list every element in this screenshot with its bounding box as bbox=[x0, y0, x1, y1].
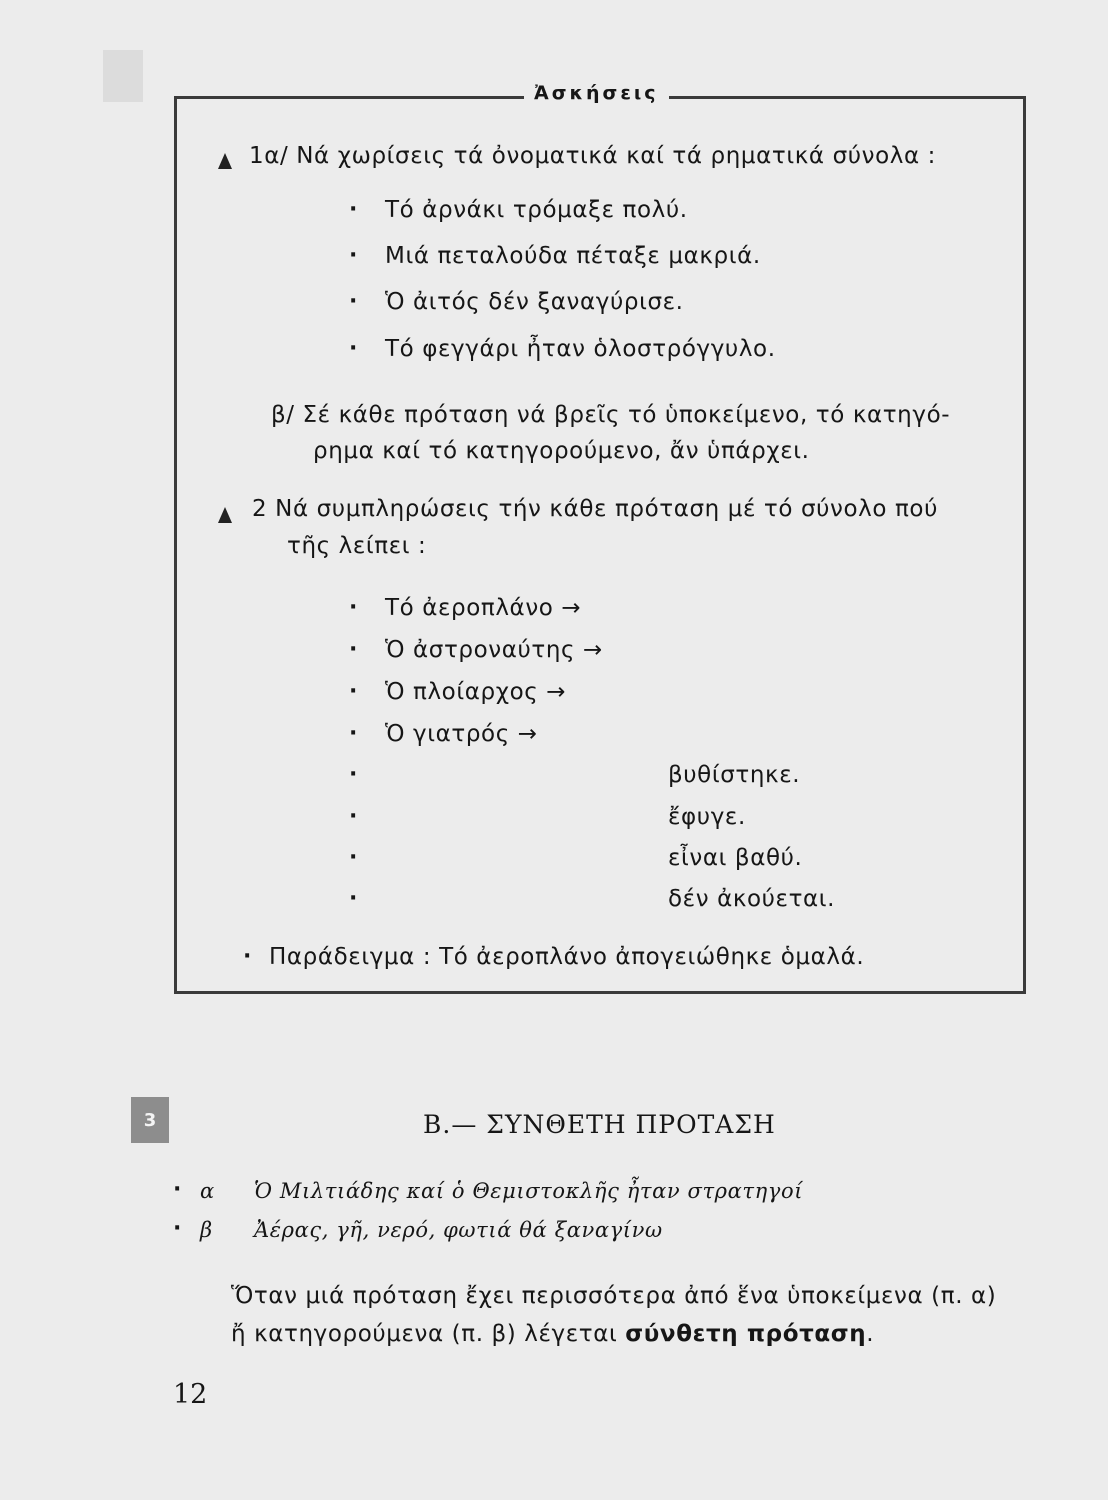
bullet-icon: · bbox=[349, 289, 358, 314]
bullet-icon: · bbox=[349, 804, 358, 829]
bullet-icon: · bbox=[349, 679, 358, 704]
subject-2: Ὁ ἀστροναύτης → bbox=[385, 637, 603, 663]
sentence-2: Μιά πεταλούδα πέταξε μακριά. bbox=[385, 243, 761, 269]
exercise-1b-instruction-line2: ρημα καί τό κατηγορούμενο, ἄν ὑπάρχει. bbox=[313, 438, 810, 464]
exercise-2-instruction-line2: τῆς λείπει : bbox=[287, 533, 427, 559]
bullet-icon: · bbox=[349, 845, 358, 870]
bullet-icon: · bbox=[349, 197, 358, 222]
predicate-3: εἶναι βαθύ. bbox=[668, 845, 803, 871]
predicate-1: βυθίστηκε. bbox=[668, 762, 801, 788]
corner-mark bbox=[103, 50, 143, 102]
example-a-label: α bbox=[200, 1179, 215, 1203]
bullet-icon: · bbox=[349, 637, 358, 662]
rule-line-2-end: . bbox=[866, 1321, 875, 1347]
exercise-2-instruction-line1: 2 Νά συμπληρώσεις τήν κάθε πρόταση μέ τό σύνολο πού bbox=[252, 496, 938, 522]
bullet-icon: · bbox=[349, 336, 358, 361]
bullet-icon: · bbox=[349, 243, 358, 268]
triangle-icon bbox=[218, 153, 232, 169]
sentence-3: Ὁ ἀιτός δέν ξαναγύρισε. bbox=[385, 289, 684, 315]
section-number-badge: 3 bbox=[131, 1097, 169, 1143]
bullet-icon: · bbox=[173, 1216, 182, 1241]
exercise-1a-instruction: 1α/ Νά χωρίσεις τά ὀνοματικά καί τά ρηματικά σύνολα : bbox=[249, 143, 937, 169]
bullet-icon: · bbox=[349, 886, 358, 911]
subject-4: Ὁ γιατρός → bbox=[385, 721, 538, 747]
bullet-icon: · bbox=[349, 762, 358, 787]
sentence-1: Τό ἀρνάκι τρόμαξε πολύ. bbox=[385, 197, 688, 223]
bullet-icon: · bbox=[173, 1177, 182, 1202]
section-title: Β.— ΣΥΝΘΕΤΗ ΠΡΟΤΑΣΗ bbox=[423, 1110, 776, 1139]
sentence-4: Τό φεγγάρι ἦταν ὁλοστρόγγυλο. bbox=[385, 336, 776, 362]
rule-key-term: σύνθετη πρόταση bbox=[625, 1321, 867, 1347]
example-a-sentence: Ὁ Μιλτιάδης καί ὁ Θεμιστοκλῆς ἦταν στρατηγοί bbox=[254, 1179, 804, 1203]
exercise-1b-instruction-line1: β/ Σέ κάθε πρόταση νά βρεῖς τό ὑποκείμενο, τό κατηγό- bbox=[271, 402, 951, 428]
example-sentence: Παράδειγμα : Τό ἀεροπλάνο ἀπογειώθηκε ὁμαλά. bbox=[269, 944, 865, 970]
rule-line-2-text: ἤ κατηγορούμενα (π. β) λέγεται bbox=[231, 1321, 626, 1347]
subject-1: Τό ἀεροπλάνο → bbox=[385, 595, 582, 621]
triangle-icon bbox=[218, 507, 232, 523]
bullet-icon: · bbox=[349, 595, 358, 620]
predicate-2: ἔφυγε. bbox=[668, 804, 746, 830]
rule-line-1: Ὅταν μιά πρόταση ἔχει περισσότερα ἀπό ἕνα ὑποκείμενα (π. α) bbox=[231, 1283, 997, 1309]
subject-3: Ὁ πλοίαρχος → bbox=[385, 679, 567, 705]
page-number: 12 bbox=[173, 1379, 208, 1410]
predicate-4: δέν ἀκούεται. bbox=[668, 886, 836, 912]
example-b-label: β bbox=[200, 1218, 213, 1242]
rule-line-2 bbox=[231, 1321, 874, 1347]
exercise-box-title: Ἀσκήσεις bbox=[524, 82, 669, 104]
bullet-icon: · bbox=[243, 944, 252, 969]
bullet-icon: · bbox=[349, 721, 358, 746]
example-b-sentence: Ἀέρας, γῆ, νερό, φωτιά θά ξαναγίνω bbox=[254, 1218, 663, 1242]
